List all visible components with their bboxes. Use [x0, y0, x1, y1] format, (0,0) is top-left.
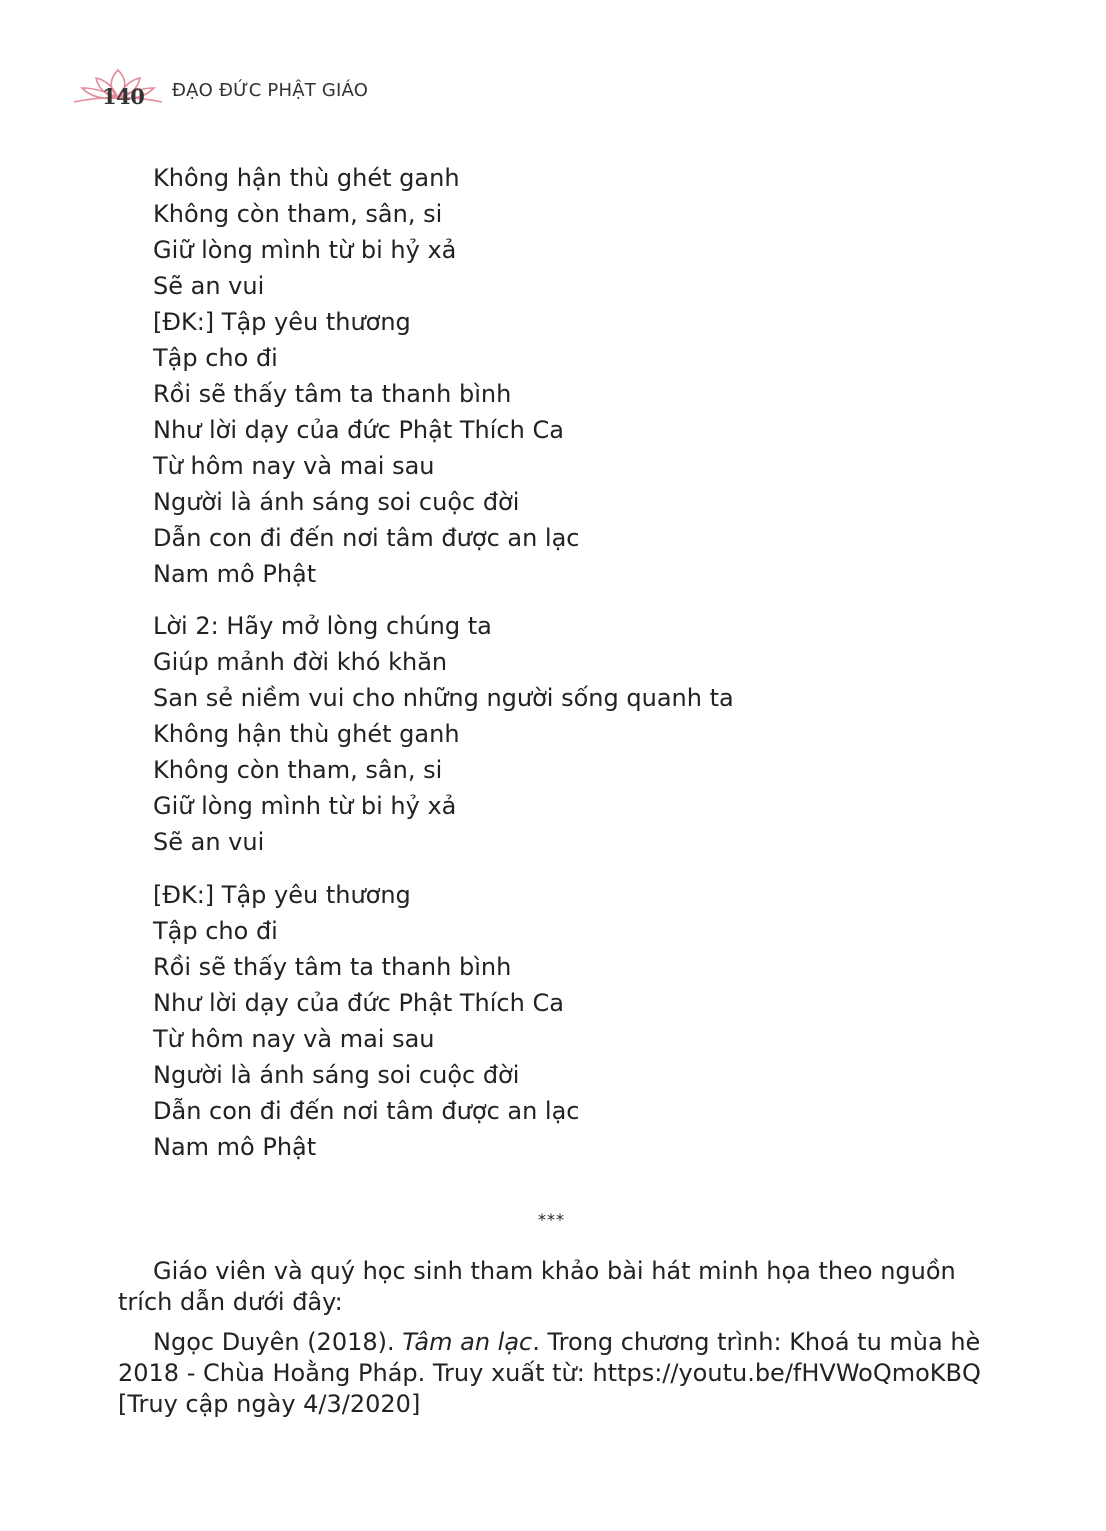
- section-separator: ***: [538, 1210, 565, 1229]
- lyric-line: Không hận thù ghét ganh: [153, 164, 460, 192]
- lyric-line: Nam mô Phật: [153, 560, 317, 588]
- lyric-line: Giữ lòng mình từ bi hỷ xả: [153, 236, 457, 264]
- lyric-line: Người là ánh sáng soi cuộc đời: [153, 488, 520, 516]
- lyric-line: Giữ lòng mình từ bi hỷ xả: [153, 792, 457, 820]
- lyrics-stanza-1: [153, 160, 580, 592]
- lyric-line: Giúp mảnh đời khó khăn: [153, 648, 448, 676]
- lyric-line: Dẫn con đi đến nơi tâm được an lạc: [153, 1097, 580, 1125]
- citation-details: . Trong chương trình: Khoá tu mùa hè 2018 - Chùa Hoằng Pháp. Truy xuất từ: https://youtu.be/fHVWoQmoKBQ [Truy cập ngày 4/3/2020]: [118, 1328, 981, 1418]
- reference-intro: Giáo viên và quý học sinh tham khảo bài hát minh họa theo nguồn trích dẫn dưới đây:: [118, 1257, 956, 1316]
- lyric-line: Không còn tham, sân, si: [153, 756, 443, 784]
- page-number: 140: [102, 84, 145, 109]
- page-header: [72, 66, 392, 110]
- lyric-line: Người là ánh sáng soi cuộc đời: [153, 1061, 520, 1089]
- lyric-line: [ĐK:] Tập yêu thương: [153, 308, 411, 336]
- lyric-line: San sẻ niềm vui cho những người sống quanh ta: [153, 684, 734, 712]
- lyric-line: Không hận thù ghét ganh: [153, 720, 460, 748]
- lyric-line: Như lời dạy của đức Phật Thích Ca: [153, 416, 564, 444]
- lyric-line: Từ hôm nay và mai sau: [153, 452, 435, 480]
- lyric-line: Dẫn con đi đến nơi tâm được an lạc: [153, 524, 580, 552]
- citation-title: Tâm an lạc: [402, 1328, 533, 1356]
- lyric-line: Như lời dạy của đức Phật Thích Ca: [153, 989, 564, 1017]
- lyric-line: Tập cho đi: [153, 344, 278, 372]
- lyric-line: Sẽ an vui: [153, 828, 265, 856]
- lyric-line: Tập cho đi: [153, 917, 278, 945]
- lyric-line: Từ hôm nay và mai sau: [153, 1025, 435, 1053]
- lyric-line: Nam mô Phật: [153, 1133, 317, 1161]
- lyric-line: Sẽ an vui: [153, 272, 265, 300]
- lyrics-stanza-3: [153, 877, 580, 1165]
- lyric-line: Không còn tham, sân, si: [153, 200, 443, 228]
- lyrics-stanza-2: [153, 608, 734, 860]
- lyric-line: Lời 2: Hãy mở lòng chúng ta: [153, 612, 492, 640]
- lyric-line: Rồi sẽ thấy tâm ta thanh bình: [153, 380, 512, 408]
- running-title: ĐẠO ĐỨC PHẬT GIÁO: [172, 80, 369, 101]
- lyric-line: [ĐK:] Tập yêu thương: [153, 881, 411, 909]
- citation-author: Ngọc Duyên (2018).: [153, 1328, 403, 1356]
- reference-citation: [118, 1327, 998, 1420]
- lyric-line: Rồi sẽ thấy tâm ta thanh bình: [153, 953, 512, 981]
